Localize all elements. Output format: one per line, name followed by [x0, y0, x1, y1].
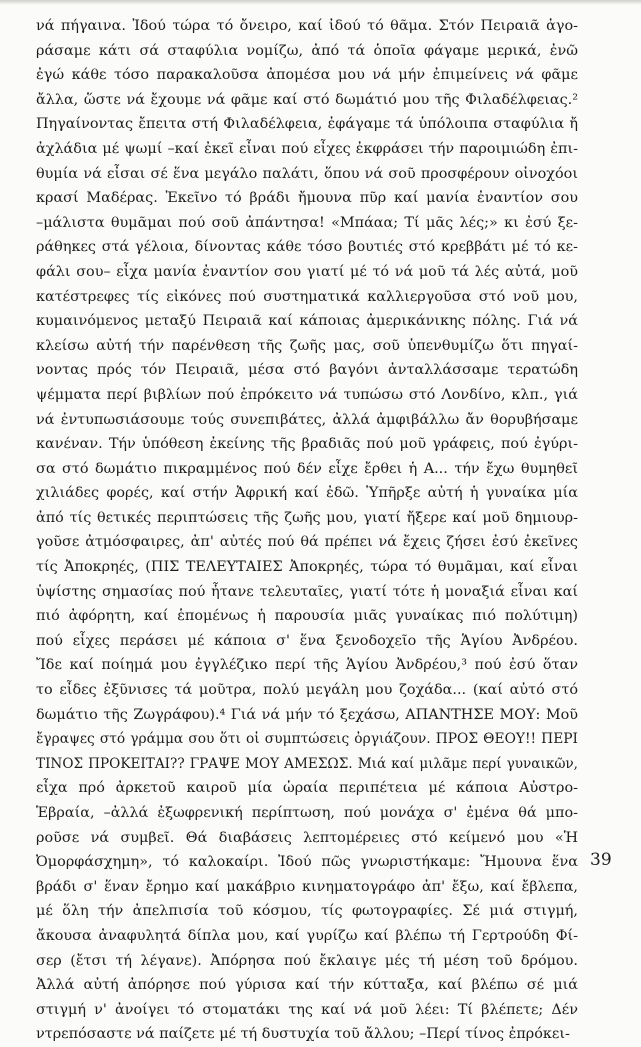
text-line: ὑψίστης σημασίας πού ἦτανε τελευταῖες, γιατί τότε ἡ μοναξιά εἶναι καί [36, 583, 578, 600]
text-line: θυμία νά εἶσαι σέ ἕνα μεγάλο παλάτι, ὅπου νά σοῦ προσφέρουν οἰνοχόοι [36, 165, 578, 182]
text-line: ψέμματα περί βιβλίων πού ἐπρόκειτο νά τυπώσω στό Λονδίνο, κλπ., γιά [36, 386, 578, 403]
text-line: ἔγραψες στό γράμμα σου ὅτι οἱ συμπτώσεις ὀργιάζουν. ΠΡΟΣ ΘΕΟΥ!! ΠΕΡΙ [36, 731, 578, 748]
page-number: 39 [590, 850, 612, 870]
text-line: Ἀλλά αὐτή ἀπόρησε πού γύρισα καί τήν κύτταξα, καί βλέπω σέ μιά [36, 977, 578, 994]
text-line: νοντας πρός τόν Πειραιᾶ, μέσα στό βαγόνι ἀνταλλάσσαμε τερατώδη [36, 362, 578, 379]
text-line: ράθηκες στά γέλοια, δίνοντας κάθε τόσο βουτιές στό κρεββάτι μέ τό κε- [36, 239, 578, 256]
text-line: σα στό δωμάτιο πικραμμένος πού δέν εἶχε ἔρθει ἡ Α... τήν ἔχω θυμηθεῖ [36, 460, 578, 477]
text-line: ντρεπόσαστε νά παίζετε μέ τή δυστυχία τοῦ ἄλλου; –Περί τίνος ἐπρόκει- [36, 1026, 570, 1043]
text-line: Ὀμορφάσχημη», τό καλοκαίρι. Ἰδού πῶς γνωριστήκαμε: Ἤμουνα ἕνα [36, 854, 578, 871]
text-line: ἀχλάδια μέ ψωμί –καί ἐκεῖ εἶναι πού εἶχες ἐκφράσει τήν παροιμιώδη ἐπι- [36, 140, 578, 157]
text-line: το εἶδες ἐξῦνισες τά μοῦτρα, πολύ μεγάλη μου ζοχάδα... (καί αὐτό στό [36, 682, 578, 699]
text-line: Ἴδε καί ποίημά μου ἐγγλέζικο περί τῆς Ἁγίου Ἀνδρέου,³ πού ἐσύ ὅταν [36, 657, 578, 674]
text-line: δωμάτιο τῆς Ζωγράφου).⁴ Γιά νά μήν τό ξεχάσω, ΑΠΑΝΤΗΣΕ ΜΟΥ: Μοῦ [36, 706, 578, 723]
text-line: κυμαινόμενος μεταξύ Πειραιᾶ καί κάποιας ἀμερικάνικης πόλης. Γιά νά [36, 313, 578, 330]
text-line: σερ (ἔτσι τή λέγανε). Ἀπόρησα πού ἔκλαιγε μές τή μέση τοῦ δρόμου. [36, 952, 578, 969]
text-line: κλείσω αὐτή τήν παρένθεση τῆς ζωῆς μας, σοῦ ὑπενθυμίζω ὅτι πηγαί- [36, 337, 578, 354]
text-line: κρασί Μαδέρας. Ἐκεῖνο τό βράδι ἤμουνα πῦρ καί μανία ἐναντίον σου [36, 190, 578, 207]
text-line: βράδι σ' ἕναν ἔρημο καί μακάβριο κινηματογράφο ἀπ' ἔξω, καί ἔβλεπα, [36, 878, 578, 895]
text-line: Ἑβραία, –ἀλλά ἐξωφρενική περίπτωση, πού μονάχα σ' ἐμένα θά μπο- [36, 805, 578, 821]
body-text [36, 14, 578, 1047]
text-line: φάλι σου– εἶχα μανία ἐναντίον σου γιατί μέ τό νά μοῦ τά λές αὐτά, μοῦ [36, 263, 578, 280]
text-line: χιλιάδες φορές, καί στήν Ἀφρική καί ἐδῶ. Ὑπῆρξε αὐτή ἡ γυναίκα μία [36, 485, 578, 502]
text-line: ἄκουσα ἀναφυλητά δίπλα μου, καί γυρίζω καί βλέπω τή Γερτρούδη Φί- [36, 927, 578, 944]
text-line: Πηγαίνοντας ἔπειτα στή Φιλαδέλφεια, ἐφάγαμε τά ὑπόλοιπα σταφύλια ἤ [36, 116, 578, 133]
text-line: –μάλιστα θυμᾶμαι πού σοῦ ἀπάντησα! «Μπάαα; Τί μᾶς λές;» κι ἐσύ ξε- [36, 214, 578, 231]
text-line: νά ἐντυπωσιάσουμε τούς συνεπιβάτες, ἀλλά ἀμφιβάλλω ἄν θορυβήσαμε [36, 411, 578, 428]
text-line: κανέναν. Τήν ὑπόθεση ἐκείνης τῆς βραδιᾶς πού μοῦ γράφεις, πού ἐγύρι- [36, 436, 578, 453]
text-line: ροῦσε νά συμβεῖ. Θά διαβάσεις λεπτομέρειες στό κείμενό μου «Ἡ [36, 829, 578, 846]
text-line: ΤΙΝΟΣ ΠΡΟΚΕΙΤΑΙ?? ΓΡΑΨΕ ΜΟΥ ΑΜΕΣΩΣ. Μιά καί μιλᾶμε περί γυναικῶν, [36, 755, 578, 772]
text-line: ἄλλα, ὥστε νά ἔχουμε νά φᾶμε καί στό δωμάτιό μου τῆς Φιλαδέλφειας.² [36, 91, 578, 108]
text-line: νά πήγαινα. Ἰδού τώρα τό ὄνειρο, καί ἰδού τό θᾶμα. Στόν Πειραιᾶ ἀγο- [36, 18, 578, 34]
text-line: ἀπό τίς θετικές περιπτώσεις τῆς ζωῆς μου, γιατί ἤξερε καί μοῦ δημιουρ- [36, 509, 578, 526]
text-line: γοῦσε ἀτμόσφαιρες, ἀπ' αὐτές πού θά πρέπει νά ἔχεις ζήσει ἐσύ ἐκεῖνες [36, 534, 578, 551]
text-line: τίς Ἀποκρηές, (ΠΙΣ ΤΕΛΕΥΤΑΙΕΣ Ἀποκρηές, τώρα τό θυμᾶμαι, καί εἶναι [36, 559, 578, 576]
text-line: πιό ἀφόρητη, καί ἑπομένως ἡ παρουσία μιᾶς γυναίκας πιό πολύτιμη) [36, 608, 578, 625]
text-line: ράσαμε κάτι σά σταφύλια νομίζω, ἀπό τά ὁποῖα φάγαμε μερικά, ἐνῶ [36, 42, 578, 59]
text-line: εἶχα πρό ἀρκετοῦ καιροῦ μία ὡραία περιπέτεια μέ κάποια Αὐστρο- [36, 780, 578, 797]
text-line: μέ ὅλη τήν ἀπελπισία τοῦ κόσμου, τίς φωτογραφίες. Σέ μιά στιγμή, [36, 903, 578, 920]
text-line: στιγμή ν' ἀνοίγει τό στοματάκι της καί νά μοῦ λέει: Τί βλέπετε; Δέν [36, 1001, 578, 1018]
text-line: κατέστρεφες τίς εἰκόνες πού συστηματικά καλλιεργοῦσα στό νοῦ μου, [36, 288, 578, 305]
page-top-edge [0, 0, 641, 5]
text-line: πού εἶχες περάσει μέ κάποια σ' ἕνα ξενοδοχεῖο τῆς Ἁγίου Ἀνδρέου. [36, 632, 578, 649]
text-line: ἐγώ κάθε τόσο παρακαλοῦσα ἀπομέσα μου νά μήν ἐπιμείνεις νά φᾶμε [36, 67, 578, 84]
